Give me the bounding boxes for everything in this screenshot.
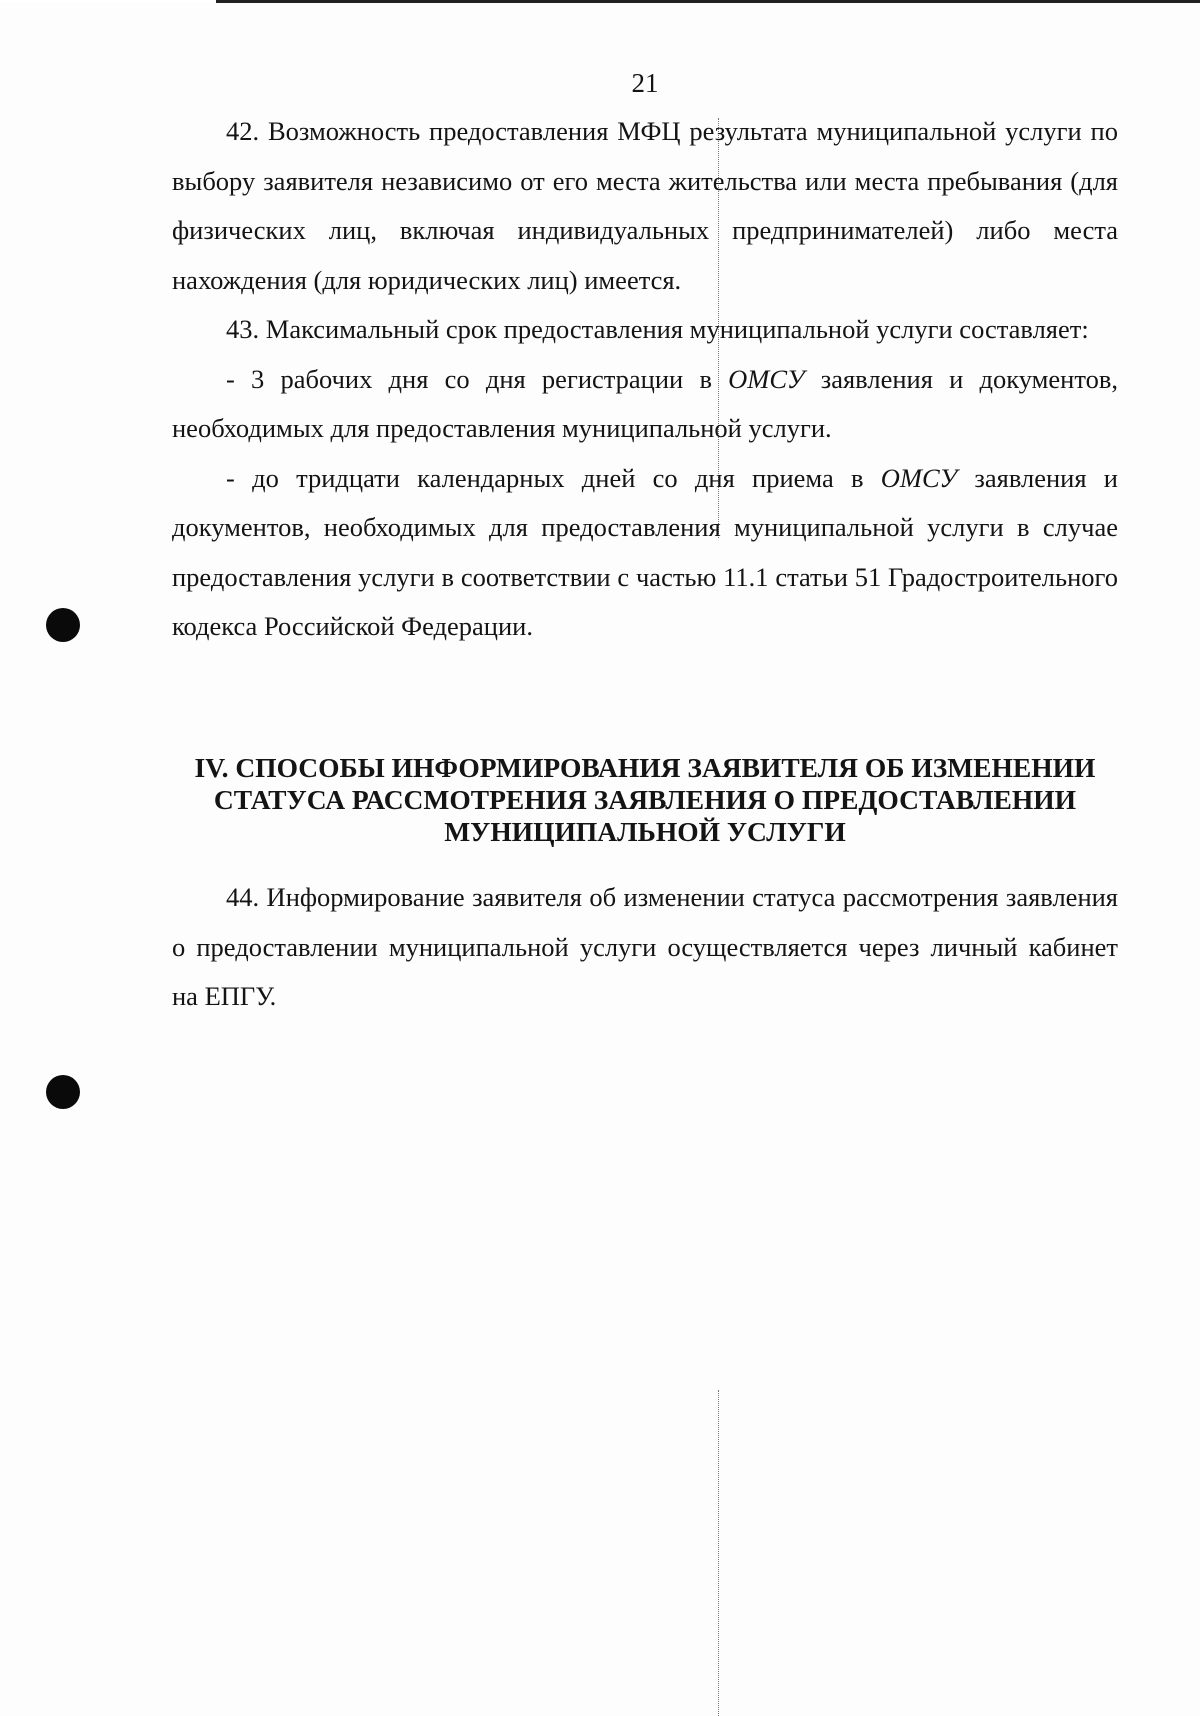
- omsu-term: ОМСУ: [880, 462, 958, 493]
- punch-hole-lower: [46, 1075, 80, 1109]
- scan-top-edge: [0, 0, 1200, 3]
- section-heading: [172, 752, 1118, 848]
- paragraph-43-item-2: [172, 454, 1118, 652]
- paragraph-43-item-2-lead: - до тридцати календарных дней со дня приема в: [226, 462, 881, 493]
- paragraph-42: 42. Возможность предоставления МФЦ результата муниципальной услуги по выбору заявителя независимо от его места жительства или места пребывания (для физических лиц, включая индивидуальных предпринимателей) либо места нахождения (для юридических лиц) имеется.: [172, 116, 1118, 295]
- section-heading-line-1: IV. СПОСОБЫ ИНФОРМИРОВАНИЯ ЗАЯВИТЕЛЯ ОБ ИЗМЕНЕНИИ: [194, 752, 1096, 783]
- scan-fold-line-lower: [718, 1390, 719, 1716]
- paragraph-44: 44. Информирование заявителя об изменении статуса рассмотрения заявления о предоставлении муниципальной услуги осуществляется через личный кабинет на ЕПГУ.: [172, 882, 1118, 1011]
- body-text-lower: [172, 873, 1118, 1022]
- body-text-upper: [172, 107, 1118, 652]
- paragraph-43-item-1-rest: заявления и документов, необходимых для предоставления муниципальной услуги.: [172, 363, 1118, 443]
- section-heading-line-2: СТАТУСА РАССМОТРЕНИЯ ЗАЯВЛЕНИЯ О ПРЕДОСТАВЛЕНИИ: [213, 784, 1077, 815]
- paragraph-43: 43. Максимальный срок предоставления муниципальной услуги составляет:: [226, 314, 1089, 344]
- paragraph-43-item-2-rest: заявления и документов, необходимых для предоставления муниципальной услуги в случае предоставления услуги в соответствии с частью 11.1 статьи 51 Градостроительного кодекса Российской Федерации.: [172, 462, 1118, 641]
- section-heading-line-3: МУНИЦИПАЛЬНОЙ УСЛУГИ: [444, 816, 846, 847]
- page-number: 21: [631, 68, 659, 98]
- omsu-term: ОМСУ: [728, 363, 805, 394]
- paragraph-43-item-1-lead: - 3 рабочих дня со дня регистрации в: [226, 363, 729, 394]
- paragraph-43-item-1: [172, 355, 1118, 454]
- punch-hole-upper: [46, 608, 80, 642]
